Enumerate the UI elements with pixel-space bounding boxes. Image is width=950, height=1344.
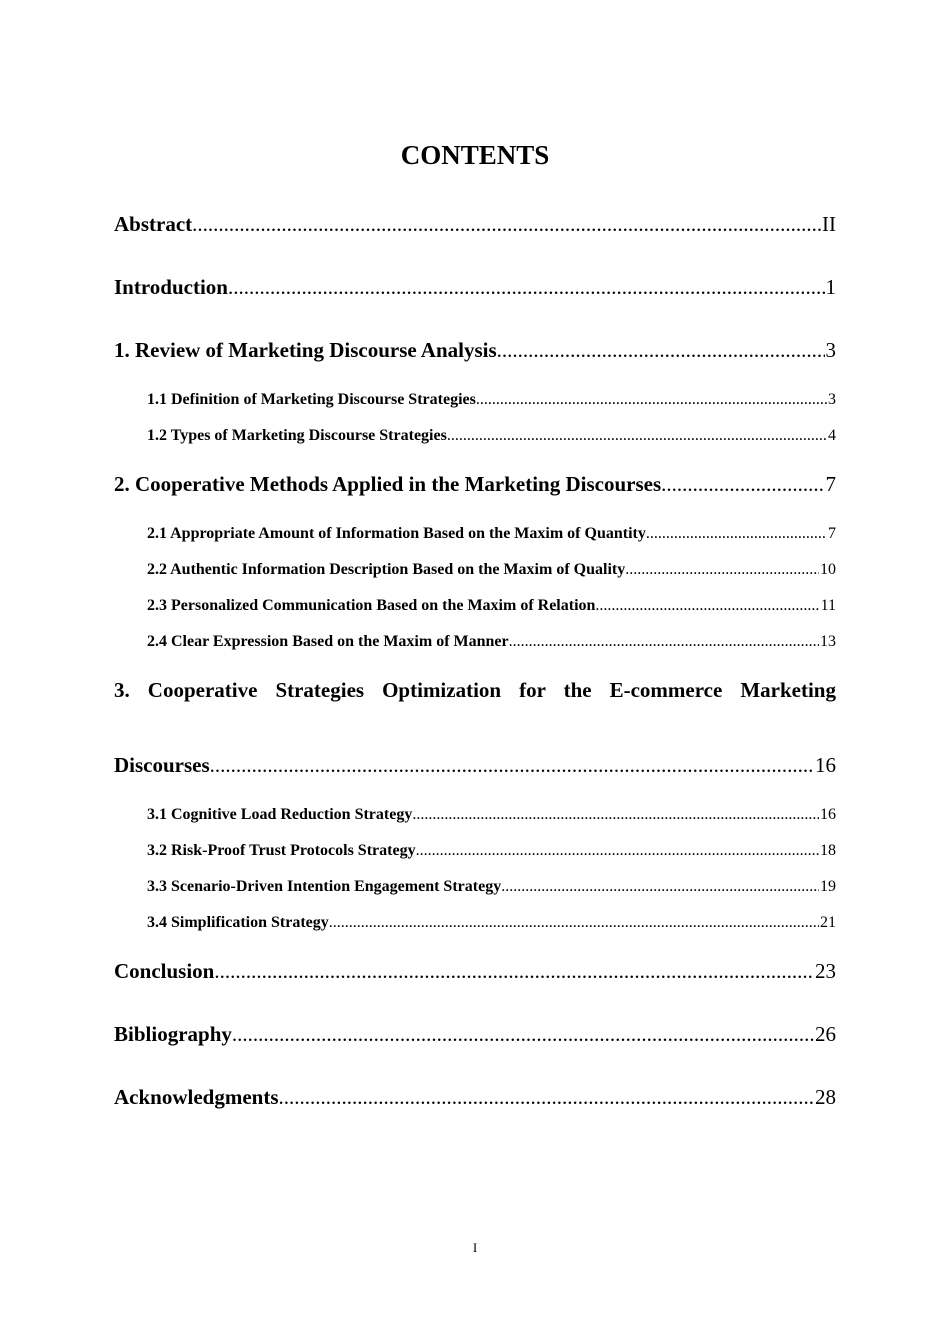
toc-entry-label: 1. Review of Marketing Discourse Analysis [114, 338, 497, 362]
toc-dot-leader [192, 211, 821, 237]
toc-entry-page: 16 [815, 753, 836, 777]
toc-dot-leader [416, 841, 819, 861]
toc-entry-page: 26 [815, 1022, 836, 1046]
toc-entry-label: 1.1 Definition of Marketing Discourse Strategies [147, 391, 476, 408]
toc-entry-chapter-3-first-line: 3. Cooperative Strategies Optimization for the E-commerce Marketing [114, 678, 836, 702]
toc-entry-chapter-3[interactable] [114, 752, 836, 778]
toc-entry-page: 18 [820, 842, 836, 859]
toc-entry-section-2-4[interactable] [147, 632, 836, 652]
toc-entry-label: 2.1 Appropriate Amount of Information Based on the Maxim of Quantity [147, 525, 646, 542]
toc-entry-label: 2.3 Personalized Communication Based on the Maxim of Relation [147, 597, 596, 614]
toc-entry-section-3-4[interactable] [147, 913, 836, 933]
toc-entry-acknowledgments[interactable] [114, 1084, 836, 1110]
toc-entry-section-3-1[interactable] [147, 805, 836, 825]
toc-entry-bibliography[interactable] [114, 1021, 836, 1047]
toc-entry-label: 2.2 Authentic Information Description Based on the Maxim of Quality [147, 561, 626, 578]
toc-dot-leader [279, 1084, 814, 1110]
toc-dot-leader [228, 274, 825, 300]
toc-entry-chapter-2[interactable] [114, 471, 836, 497]
toc-entry-section-3-3[interactable] [147, 877, 836, 897]
toc-entry-page: 11 [820, 597, 836, 614]
toc-dot-leader [232, 1021, 814, 1047]
toc-entry-abstract[interactable] [114, 211, 836, 237]
toc-entry-label: Acknowledgments [114, 1085, 279, 1109]
toc-entry-page: 3 [828, 391, 836, 408]
toc-entry-label: 1.2 Types of Marketing Discourse Strategies [147, 427, 447, 444]
toc-entry-page: 23 [815, 959, 836, 983]
toc-dot-leader [329, 913, 819, 933]
toc-entry-page: 28 [815, 1085, 836, 1109]
toc-entry-section-1-1[interactable] [147, 390, 836, 410]
toc-entry-chapter-1[interactable] [114, 337, 836, 363]
toc-entry-label: Bibliography [114, 1022, 232, 1046]
toc-entry-label: 3.4 Simplification Strategy [147, 914, 329, 931]
toc-entry-page: 21 [820, 914, 836, 931]
toc-entry-label: 2.4 Clear Expression Based on the Maxim of Manner [147, 633, 509, 650]
toc-entry-page: 3 [825, 338, 836, 362]
contents-title: CONTENTS [400, 140, 550, 170]
toc-dot-leader [497, 337, 825, 363]
toc-dot-leader [509, 632, 819, 652]
toc-dot-leader [412, 805, 819, 825]
toc-entry-label: 3.2 Risk-Proof Trust Protocols Strategy [147, 842, 416, 859]
toc-dot-leader [595, 596, 819, 616]
toc-entry-conclusion[interactable] [114, 958, 836, 984]
toc-entry-label: Introduction [114, 275, 228, 299]
toc-entry-label: 3.3 Scenario-Driven Intention Engagement Strategy [147, 878, 502, 895]
toc-entry-page: 7 [828, 525, 836, 542]
toc-entry-page: 16 [820, 806, 836, 823]
toc-dot-leader [214, 958, 814, 984]
toc-dot-leader [476, 390, 827, 410]
toc-entry-label: Discourses [114, 753, 210, 777]
toc-entry-page: 10 [820, 561, 836, 578]
page-number: I [472, 1240, 478, 1255]
toc-dot-leader [625, 560, 819, 580]
toc-dot-leader [661, 471, 824, 497]
toc-entry-label: 2. Cooperative Methods Applied in the Marketing Discourses [114, 472, 662, 496]
toc-entry-introduction[interactable] [114, 274, 836, 300]
toc-entry-page: 13 [820, 633, 836, 650]
toc-dot-leader [210, 752, 814, 778]
toc-entry-label: 3.1 Cognitive Load Reduction Strategy [147, 806, 413, 823]
toc-entry-section-2-2[interactable] [147, 560, 836, 580]
toc-entry-section-2-1[interactable] [147, 524, 836, 544]
toc-entry-page: II [822, 212, 836, 236]
toc-entry-section-3-2[interactable] [147, 841, 836, 861]
toc-dot-leader [501, 877, 819, 897]
toc-entry-page: 7 [825, 472, 836, 496]
toc-entry-label: Conclusion [114, 959, 215, 983]
toc-entry-label: Abstract [114, 212, 193, 236]
toc-entry-section-1-2[interactable] [147, 426, 836, 446]
toc-entry-section-2-3[interactable] [147, 596, 836, 616]
toc-entry-page: 4 [828, 427, 836, 444]
toc-entry-page: 1 [825, 275, 836, 299]
toc-dot-leader [447, 426, 827, 446]
toc-entry-page: 19 [820, 878, 836, 895]
toc-dot-leader [646, 524, 827, 544]
